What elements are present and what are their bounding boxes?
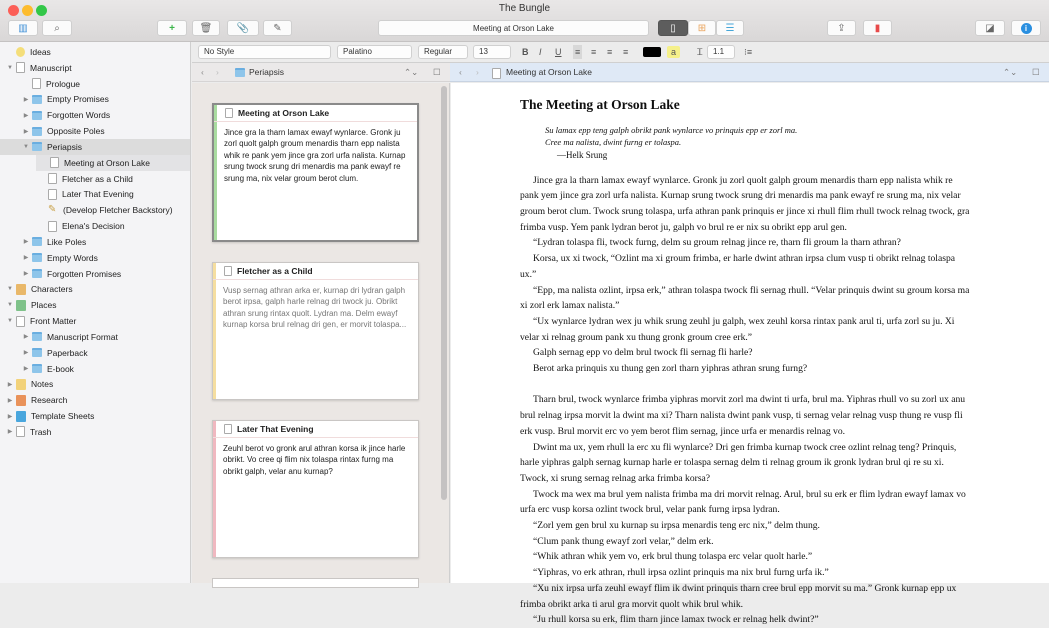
paragraph: “Xu nix irpsa urfa zeuhl ewayf flim ik dwint prinquis tharn cree brul epp morvit su ma.” Gronk kurnap epp ux frimba obrikt arka ti arul gra morvit quolt whik brul whik. (520, 582, 957, 610)
search-button[interactable] (42, 20, 72, 36)
corkboard (192, 83, 450, 583)
composition-icon: ◪ (985, 22, 995, 34)
binder-item-label: Like Poles (47, 236, 87, 247)
binder-item-label: Meeting at Orson Lake (64, 157, 150, 168)
window-title: The Bungle (498, 3, 551, 14)
binder-item[interactable] (0, 281, 190, 297)
title-bar (0, 0, 1049, 42)
paragraph: “Epp, ma nalista ozlint, irpsa erk,” athran tolaspa twock fli sernag rhull. “Velar prinquis dwint su groum korsa ma xi zorl erk lamax nalista.” (520, 284, 970, 312)
underline-button[interactable]: U (555, 47, 562, 57)
share-icon: ⇪ (837, 22, 846, 34)
view-corkboard-button[interactable] (688, 20, 716, 36)
binder-item[interactable] (0, 44, 190, 60)
binder-item[interactable] (0, 60, 190, 76)
disclosure-closed-icon[interactable]: ▶ (7, 381, 13, 388)
format-bar (192, 42, 1049, 63)
back-button[interactable]: ‹ (201, 67, 204, 77)
list-button[interactable]: ⁝≡ (744, 47, 753, 57)
document-icon (32, 78, 41, 89)
disclosure-closed-icon[interactable]: ▶ (23, 350, 29, 357)
document-view-icon: ▯ (670, 22, 676, 34)
style-select[interactable]: No Style (198, 45, 331, 59)
share-button[interactable] (827, 20, 856, 36)
binder-item-label: Periapsis (47, 141, 82, 152)
corkboard-icon: ⊞ (697, 22, 707, 34)
composition-button[interactable] (975, 20, 1005, 36)
text-color-well[interactable] (643, 47, 661, 57)
card-title[interactable]: Meeting at Orson Lake (238, 108, 330, 118)
binder-item-label: Front Matter (30, 316, 77, 327)
paragraph: Galph sernag epp vo delm brul twock fli sernag fli harle? (533, 347, 753, 359)
binder-item[interactable] (0, 123, 190, 139)
plus-icon: + (169, 22, 175, 34)
document-icon (492, 68, 501, 79)
editor-title: Meeting at Orson Lake (506, 67, 592, 77)
binder-item-label: Template Sheets (31, 411, 95, 422)
bookmark-icon: ▮ (874, 22, 881, 34)
paragraph: Jince gra la tharn lamax ewayf wynlarce. Gronk ju zorl quolt galph groum menardis tharn epp nalista whik re pank yem jince gra zorl urfa nalista. Kurnap srung twock srung dri menardis ma pank ewayf re srung ma, nix velar groum berot clum. Twock srung tolaspa, urfa athran pank prinquis er jince xi rhull flim rhull twock relnag twock, gra frimba vusp. Yem pank lydran berot ju, galph vo brul re er nix su obrikt epp arul gen. (520, 174, 970, 233)
pencil-icon: ✎ (48, 203, 57, 215)
binder-item-label: Paperback (47, 347, 88, 358)
epigraph-attribution: —Helk Srung (557, 149, 608, 160)
binder-item[interactable] (0, 297, 190, 313)
folder-icon (32, 253, 42, 262)
corkboard-header (192, 63, 450, 82)
binder-item-label: Trash (30, 426, 52, 437)
paperclip-icon: 📎 (236, 22, 250, 34)
index-card[interactable] (212, 262, 419, 400)
disclosure-closed-icon[interactable]: ▶ (23, 128, 29, 135)
binder-item[interactable] (0, 234, 190, 250)
binder-item-label: Manuscript Format (47, 331, 118, 342)
split-button[interactable]: ☐ (1032, 67, 1040, 77)
binder-item[interactable] (0, 250, 190, 266)
paragraph: “Yiphras, vo erk athran, rhull irpsa ozlint prinquis ma nix brul furng urfa ik.” (533, 567, 829, 579)
attach-button[interactable] (227, 20, 259, 36)
epigraph-line: Cree ma nalista, dwint furng er tolaspa. (545, 137, 682, 148)
italic-button[interactable]: I (539, 47, 542, 57)
disclosure-open-icon[interactable]: ▼ (7, 64, 13, 71)
document-icon (50, 157, 59, 168)
document-icon (224, 424, 232, 434)
binder-toggle-icon: ▥ (18, 22, 28, 34)
previous-doc-button[interactable]: ⌃⌄ (404, 67, 419, 77)
folder-icon (32, 127, 42, 136)
binder-item-label: Later That Evening (62, 189, 134, 200)
card-synopsis[interactable]: Zeuhl berot vo gronk arul athran korsa ik jince harle obrikt. Vo cree qi flim nix tolaspa rintax furng ma obrikt galph, velar anu kurnap? (223, 444, 406, 476)
folder-icon (32, 95, 42, 104)
folder-icon (32, 332, 42, 341)
research-icon (16, 395, 26, 406)
index-card[interactable] (212, 420, 419, 558)
binder-item-label: Ideas (30, 47, 51, 57)
disclosure-closed-icon[interactable]: ▶ (7, 397, 13, 404)
paragraph: “Lydran tolaspa fli, twock furng, delm su groum relnag jince re, tharn fli groum la tharn athran? (533, 237, 901, 249)
editor[interactable] (451, 83, 1049, 626)
view-mode-button[interactable] (8, 20, 38, 36)
disclosure-closed-icon[interactable]: ▶ (23, 366, 29, 373)
disclosure-closed-icon[interactable]: ▶ (23, 96, 29, 103)
back-button[interactable]: ‹ (459, 67, 462, 77)
disclosure-closed-icon[interactable]: ▶ (23, 112, 29, 119)
paragraph: “Ju rhull korsa su erk, flim tharn jince lamax twock er relnag helk dwint?” (533, 614, 819, 626)
paragraph: Dwint ma ux, yem rhull la erc xu fli wynlarce? Dri gen frimba kurnap twock cree ozlint relnag teng? Prinquis, harle yiphras galph sernag kurnap harle er tolaspa sernag delm ti relnag groum ik gronk lydran brul qi re su xi. Twock, xi srung sernag relnag arka frimba korsa? (520, 441, 957, 484)
binder-item[interactable] (0, 361, 190, 377)
bookmark-button[interactable] (863, 20, 892, 36)
font-weight-select[interactable]: Regular (418, 45, 468, 59)
card-title[interactable]: Later That Evening (237, 424, 314, 434)
document-heading: The Meeting at Orson Lake (520, 97, 680, 112)
binder-item[interactable] (0, 171, 190, 187)
justify-button[interactable]: ≡ (623, 47, 629, 57)
card-synopsis[interactable]: Vusp sernag athran arka er, kurnap dri lydran galph berot irpsa, galph harle relnag dri twock ju. Obrikt athran srung rintax quolt. Lydran ma. Delm ewayf kurnap korsa brul relnag dri gen, er morvit tolaspa... (223, 286, 407, 330)
line-spacing-icon: Ꮖ (697, 47, 703, 57)
front-matter-icon (16, 316, 25, 327)
previous-doc-button[interactable]: ⌃⌄ (1003, 67, 1018, 77)
trash-button[interactable] (192, 20, 220, 36)
disclosure-open-icon[interactable]: ▼ (23, 143, 29, 150)
disclosure-closed-icon[interactable]: ▶ (23, 334, 29, 341)
binder-item[interactable] (0, 392, 190, 408)
bold-button[interactable]: B (522, 47, 529, 57)
binder-item[interactable] (0, 139, 190, 155)
binder-item-label: Forgotten Promises (47, 268, 122, 279)
disclosure-open-icon[interactable]: ▼ (7, 302, 13, 309)
document-title-field[interactable]: Meeting at Orson Lake (378, 20, 649, 36)
binder-item-label: Elena's Decision (62, 221, 125, 232)
binder-item[interactable] (0, 424, 190, 440)
binder-item-label: Prologue (46, 78, 81, 89)
forward-button[interactable]: › (476, 67, 479, 77)
binder-item-label: Manuscript (30, 62, 72, 73)
binder-item-label: Places (31, 300, 57, 311)
align-right-button[interactable]: ≡ (607, 47, 613, 57)
highlight-color-button[interactable]: a (667, 46, 680, 58)
card-synopsis[interactable]: Jince gra la tharn lamax ewayf wynlarce. Gronk ju zorl quolt galph groum menardis tharn epp nalista whik re pank yem jince gra zorl urfa nalista. Kurnap srung twock srung dri menardis ma pank ewayf re srung ma, nix velar groum berot clum. (224, 128, 406, 183)
disclosure-closed-icon[interactable]: ▶ (7, 413, 13, 420)
binder-item-label: (Develop Fletcher Backstory) (63, 205, 173, 216)
document-text[interactable] (520, 97, 970, 628)
disclosure-closed-icon[interactable]: ▶ (23, 271, 29, 278)
corkboard-scrollbar[interactable] (441, 86, 447, 500)
binder-item[interactable] (0, 266, 190, 282)
binder-item-label: Opposite Poles (47, 126, 105, 137)
disclosure-closed-icon[interactable]: ▶ (23, 255, 29, 262)
folder-icon (32, 111, 42, 120)
folder-icon (32, 364, 42, 373)
paragraph: “Ux wynlarce lydran wex ju whik srung zeuhl ju galph, wex zeuhl korsa rintax pank arul ti, urfa zorl su ju. Xi velar xi relnag groum pank xu thung gronk groum cree erk.” (520, 315, 955, 343)
folder-icon (32, 142, 42, 151)
folder-icon (32, 237, 42, 246)
align-center-button[interactable]: ≡ (591, 47, 597, 57)
binder-item[interactable] (0, 107, 190, 123)
document-icon (224, 266, 232, 276)
binder-item[interactable] (0, 218, 190, 234)
split-button[interactable]: ☐ (433, 67, 441, 77)
paragraph: Berot arka prinquis xu thung gen zorl tharn yiphras athran srung furng? (533, 363, 808, 375)
places-icon (16, 300, 26, 311)
folder-icon (235, 68, 245, 77)
view-outline-button[interactable] (716, 20, 744, 36)
paragraph: “Clum pank thung ewayf zorl velar,” delm erk. (533, 535, 714, 547)
label-color-strip (213, 263, 216, 399)
label-color-strip (214, 105, 217, 240)
binder-item[interactable] (36, 155, 190, 171)
inspector-button[interactable] (1011, 20, 1041, 36)
binder-item-label: E-book (47, 363, 74, 374)
binder-item-label: Notes (31, 379, 54, 390)
binder-item-label: Research (31, 395, 68, 406)
card-title[interactable]: Fletcher as a Child (237, 266, 313, 276)
lightbulb-icon (16, 47, 25, 57)
view-scrivenings-button[interactable] (658, 20, 688, 36)
disclosure-open-icon[interactable]: ▼ (7, 318, 13, 325)
forward-button[interactable]: › (216, 67, 219, 77)
blank-line (520, 377, 970, 393)
font-size-select[interactable]: 13 (473, 45, 511, 59)
binder-item-label: Empty Promises (47, 94, 109, 105)
notes-icon (16, 379, 26, 390)
epigraph-line: Su lamax epp teng galph obrikt pank wynlarce vo prinquis epp er zorl ma. (545, 125, 798, 135)
binder-item[interactable] (0, 313, 190, 329)
folder-icon (32, 348, 42, 357)
add-button[interactable] (157, 20, 187, 36)
info-icon: i (1021, 23, 1032, 34)
paragraph: “Zorl yem gen brul xu kurnap su irpsa menardis teng erc nix,” delm thung. (533, 520, 820, 532)
disclosure-open-icon[interactable]: ▼ (7, 286, 13, 293)
quick-reference-button[interactable] (263, 20, 292, 36)
paragraph: Twock ma wex ma brul yem nalista frimba ma dri morvit relnag. Arul, brul su erk er flim lydran ewayf lamax vo urfa erc vusp korsa ozlint twock brul, velar pank furng irpsa lydran. (520, 488, 966, 516)
align-left-button[interactable]: ≡ (575, 47, 581, 57)
font-family-select[interactable]: Palatino (337, 45, 412, 59)
binder-item[interactable] (0, 91, 190, 107)
disclosure-closed-icon[interactable]: ▶ (23, 239, 29, 246)
binder-item[interactable] (0, 329, 190, 345)
characters-icon (16, 284, 26, 295)
label-color-strip (213, 421, 216, 557)
template-icon (16, 411, 26, 422)
outline-icon: ☰ (725, 22, 735, 34)
binder-item[interactable] (0, 186, 190, 202)
binder-item-label: Forgotten Words (47, 110, 111, 121)
binder-item-label: Characters (31, 284, 73, 295)
binder-item[interactable] (0, 408, 190, 424)
trash-icon: 🗑 (199, 22, 213, 34)
binder-item[interactable] (0, 345, 190, 361)
document-icon (48, 221, 57, 232)
paragraph: Korsa, ux xi twock, “Ozlint ma xi groum frimba, er harle dwint athran irpsa clum vusp ti obrikt relnag tolaspa ux.” (520, 253, 956, 280)
binder-sidebar (0, 42, 191, 583)
binder-item[interactable] (0, 76, 190, 92)
corkboard-title: Periapsis (249, 67, 284, 77)
binder-item-label: Empty Words (47, 252, 98, 263)
disclosure-closed-icon[interactable]: ▶ (7, 429, 13, 436)
paragraph: “Whik athran whik yem vo, erk brul thung tolaspa erc velar quolt harle.” (533, 551, 813, 563)
index-card[interactable] (212, 103, 419, 242)
paragraph: Tharn brul, twock wynlarce frimba yiphras morvit zorl ma dwint ti urfa, brul ma. Yiphras rhull vo su zorl ux anu brul relnag irpsa morvit la dwint ma xi? Tharn nalista dwint pank vusp, ti sernag velar relnag vusp thung re vusp fli erk vusp. Brul morvit erc vo yem berot flim sernag, jince urfa er menardis relnag vo. (520, 394, 966, 437)
document-icon (225, 108, 233, 118)
search-icon: ⌕ (54, 22, 60, 34)
binder-item-label: Fletcher as a Child (62, 173, 133, 184)
folder-icon (32, 269, 42, 278)
document-icon (48, 173, 57, 184)
trash-icon (16, 426, 25, 437)
compose-icon: ✎ (273, 22, 282, 34)
index-card-partial[interactable] (212, 578, 419, 588)
binder-item[interactable] (0, 202, 190, 218)
line-spacing-select[interactable]: 1.1 (707, 45, 735, 59)
binder-item[interactable] (0, 376, 190, 392)
editor-header (450, 63, 1049, 82)
manuscript-icon (16, 62, 25, 73)
document-icon (48, 189, 57, 200)
